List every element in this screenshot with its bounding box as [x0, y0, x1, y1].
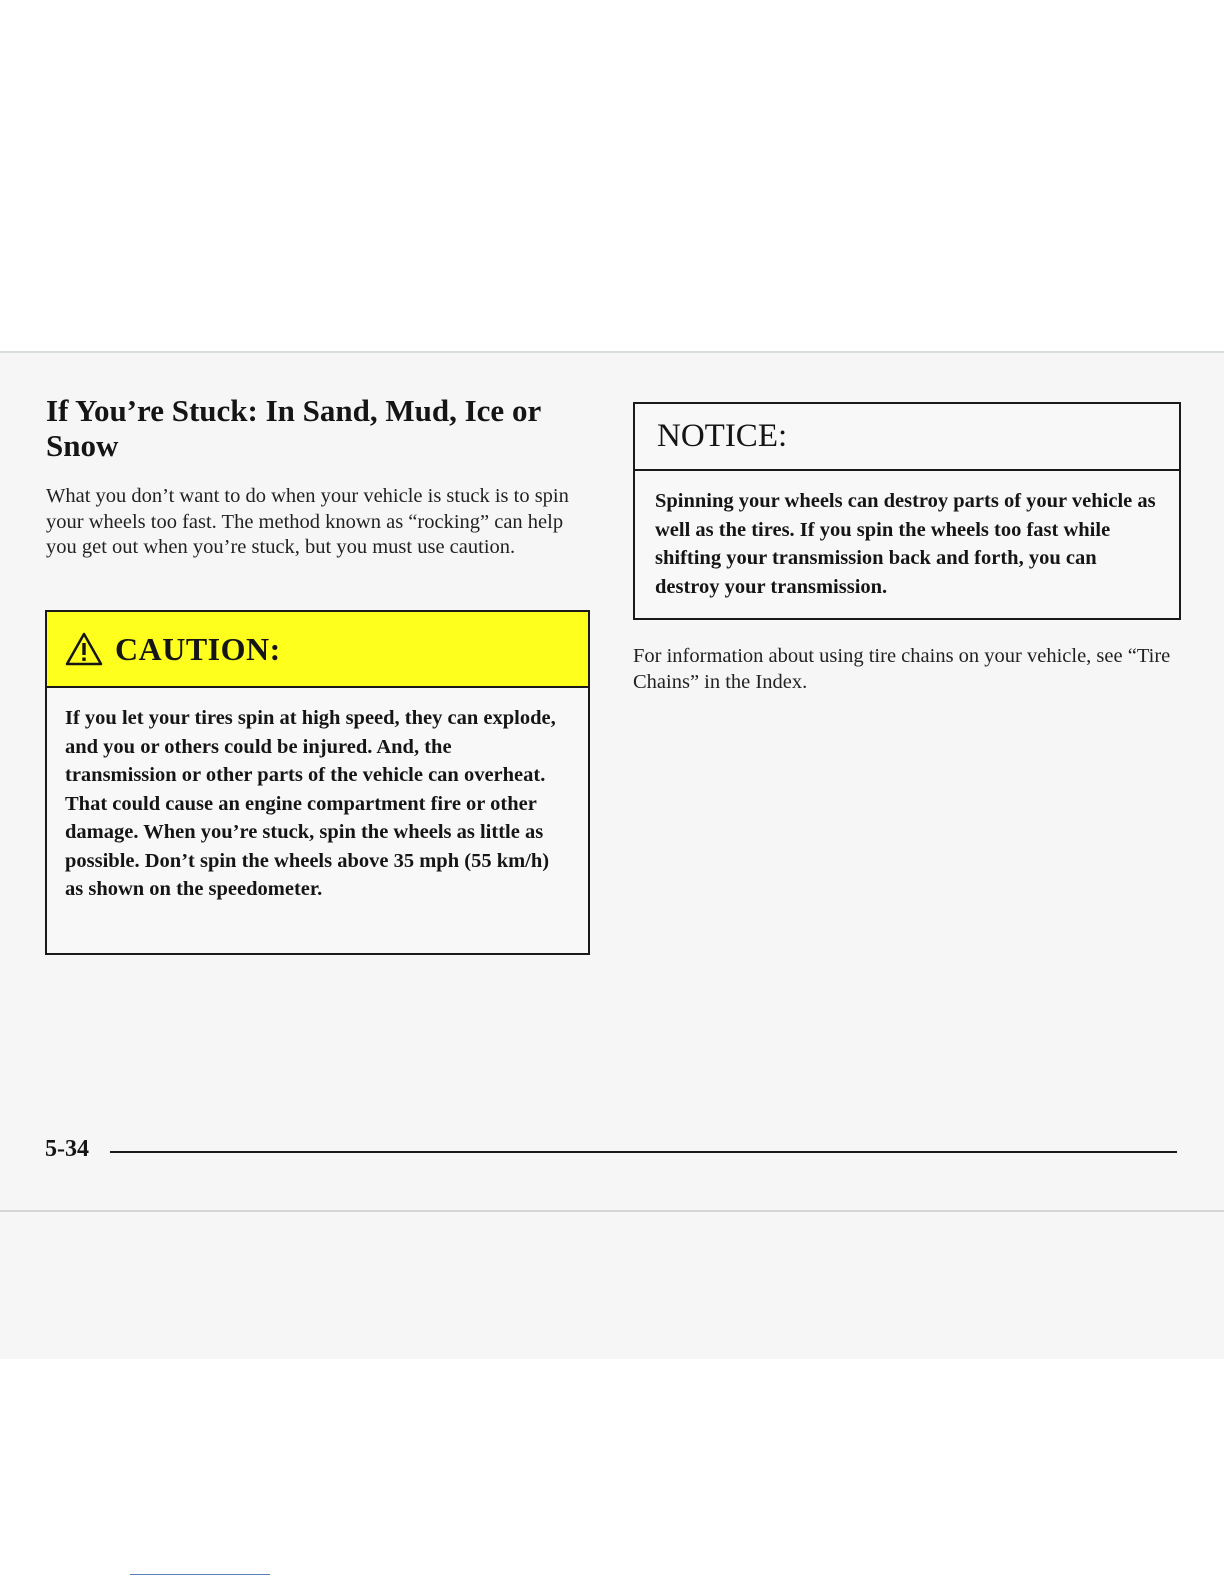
top-edge-line	[0, 351, 1224, 353]
notice-header	[635, 404, 1179, 471]
bottom-edge-line	[0, 1210, 1224, 1212]
notice-body: Spinning your wheels can destroy parts of your vehicle as well as the tires. If you spin the wheels too fast while shifting your transmission back and forth, you can destroy your transmission.	[655, 490, 1156, 598]
notice-title: NOTICE:	[657, 418, 788, 454]
footer-rule	[110, 1151, 1177, 1153]
notice-box	[633, 402, 1181, 620]
bottom-mark-line	[130, 1574, 270, 1575]
warning-triangle-icon	[65, 632, 103, 666]
page-number: 5-34	[45, 1136, 89, 1162]
caution-title: CAUTION:	[115, 630, 281, 667]
intro-paragraph: What you don’t want to do when your vehicle is stuck is to spin your wheels too fast. The method known as “rocking” can help you get out when you’re stuck, but you must use caution.	[46, 485, 569, 558]
caution-box	[45, 610, 590, 955]
caution-header	[47, 612, 588, 688]
caution-body: If you let your tires spin at high speed, they can explode, and you or others could be injured. And, the transmission or other parts of the vehicle can overheat. That could cause an engine compartment fire or other damage. When you’re stuck, spin the wheels as little as possible. Don’t spin the wheels above 35 mph (55 km/h) as shown on the speedometer.	[65, 707, 556, 900]
tire-chains-paragraph: For information about using tire chains on your vehicle, see “Tire Chains” in the Index.	[633, 645, 1171, 693]
section-heading: If You’re Stuck: In Sand, Mud, Ice or Snow	[46, 393, 541, 463]
